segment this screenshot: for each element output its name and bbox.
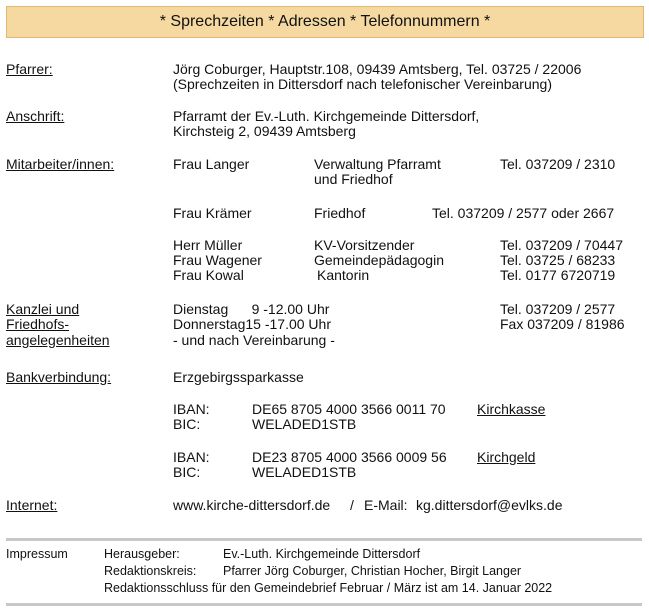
header-banner [6, 6, 644, 38]
anschrift-line2: Kirchsteig 2, 09439 Amtsberg [173, 123, 356, 139]
kanzlei-hours-tuesday: Dienstag 9 -12.00 Uhr [173, 301, 330, 317]
impressum-editors: Pfarrer Jörg Coburger, Christian Hocher, Birgit Langer [223, 564, 522, 578]
kanzlei-label2: Friedhofs- [6, 316, 70, 332]
banner-title: * Sprechzeiten * Adressen * Telefonnummern * [159, 13, 491, 30]
kraemer-role: Friedhof [314, 205, 366, 221]
kanzlei-tel: Tel. 037209 / 2577 [500, 301, 616, 317]
langer-name: Frau Langer [173, 156, 250, 172]
wagener-name: Frau Wagener [173, 252, 262, 268]
kirchkasse-iban: DE65 8705 4000 3566 0011 70 [252, 401, 446, 417]
kanzlei-hours-thursday: Donnerstag15 -17.00 Uhr [173, 316, 331, 332]
impressum-title: Impressum [6, 547, 68, 561]
kraemer-name: Frau Krämer [173, 205, 252, 221]
impressum-top-rule [6, 538, 642, 541]
kanzlei-by-appointment: - und nach Vereinbarung - [173, 332, 335, 348]
pfarrer-line2: (Sprechzeiten in Dittersdorf nach telefonischer Vereinbarung) [173, 76, 552, 92]
internet-label: Internet: [6, 497, 58, 513]
kirchgeld-bic-label: BIC: [173, 464, 201, 480]
kirchgeld-purpose: Kirchgeld [477, 449, 536, 465]
email-link[interactable]: kg.dittersdorf@evlks.de [416, 497, 563, 513]
impressum-publisher-label: Herausgeber: [104, 547, 180, 561]
langer-role2: und Friedhof [314, 171, 393, 187]
wagener-role: Gemeindepädagogin [314, 252, 444, 268]
bank-label: Bankverbindung: [6, 369, 112, 385]
website-link[interactable]: www.kirche-dittersdorf.de [173, 497, 331, 513]
email-label: E-Mail: [364, 497, 408, 513]
kirchkasse-iban-label: IBAN: [173, 401, 210, 417]
kanzlei-label1: Kanzlei und [6, 301, 80, 317]
mueller-role: KV-Vorsitzender [314, 237, 415, 253]
kirchkasse-bic: WELADED1STB [252, 416, 357, 432]
impressum-bottom-rule [6, 603, 642, 606]
internet-separator: / [350, 497, 354, 513]
impressum-deadline: Redaktionsschluss für den Gemeindebrief Februar / März ist am 14. Januar 2022 [104, 581, 553, 595]
bank-name: Erzgebirgssparkasse [173, 369, 304, 385]
kowal-role: Kantorin [317, 267, 370, 283]
kowal-name: Frau Kowal [173, 267, 244, 283]
kirchgeld-iban: DE23 8705 4000 3566 0009 56 [252, 449, 447, 465]
mueller-tel: Tel. 037209 / 70447 [500, 237, 623, 253]
mitarbeiter-label: Mitarbeiter/innen: [6, 156, 115, 172]
langer-tel: Tel. 037209 / 2310 [500, 156, 616, 172]
kanzlei-fax: Fax 037209 / 81986 [500, 316, 625, 332]
kowal-tel: Tel. 0177 6720719 [500, 267, 616, 283]
kirchgeld-bic: WELADED1STB [252, 464, 357, 480]
anschrift-line1: Pfarramt der Ev.-Luth. Kirchgemeinde Dittersdorf, [173, 108, 480, 124]
kirchkasse-bic-label: BIC: [173, 416, 201, 432]
impressum-publisher: Ev.-Luth. Kirchgemeinde Dittersdorf [223, 547, 421, 561]
mueller-name: Herr Müller [173, 237, 243, 253]
kanzlei-label3: angelegenheiten [6, 332, 110, 348]
pfarrer-line1: Jörg Coburger, Hauptstr.108, 09439 Amtsberg, Tel. 03725 / 22006 [173, 61, 582, 77]
pfarrer-label: Pfarrer: [6, 61, 53, 77]
kirchgeld-iban-label: IBAN: [173, 449, 210, 465]
wagener-tel: Tel. 03725 / 68233 [500, 252, 616, 268]
impressum-editors-label: Redaktionskreis: [104, 564, 197, 578]
anschrift-label: Anschrift: [6, 108, 65, 124]
kirchkasse-purpose: Kirchkasse [477, 401, 546, 417]
langer-role1: Verwaltung Pfarramt [314, 156, 441, 172]
kraemer-tel: Tel. 037209 / 2577 oder 2667 [432, 205, 615, 221]
